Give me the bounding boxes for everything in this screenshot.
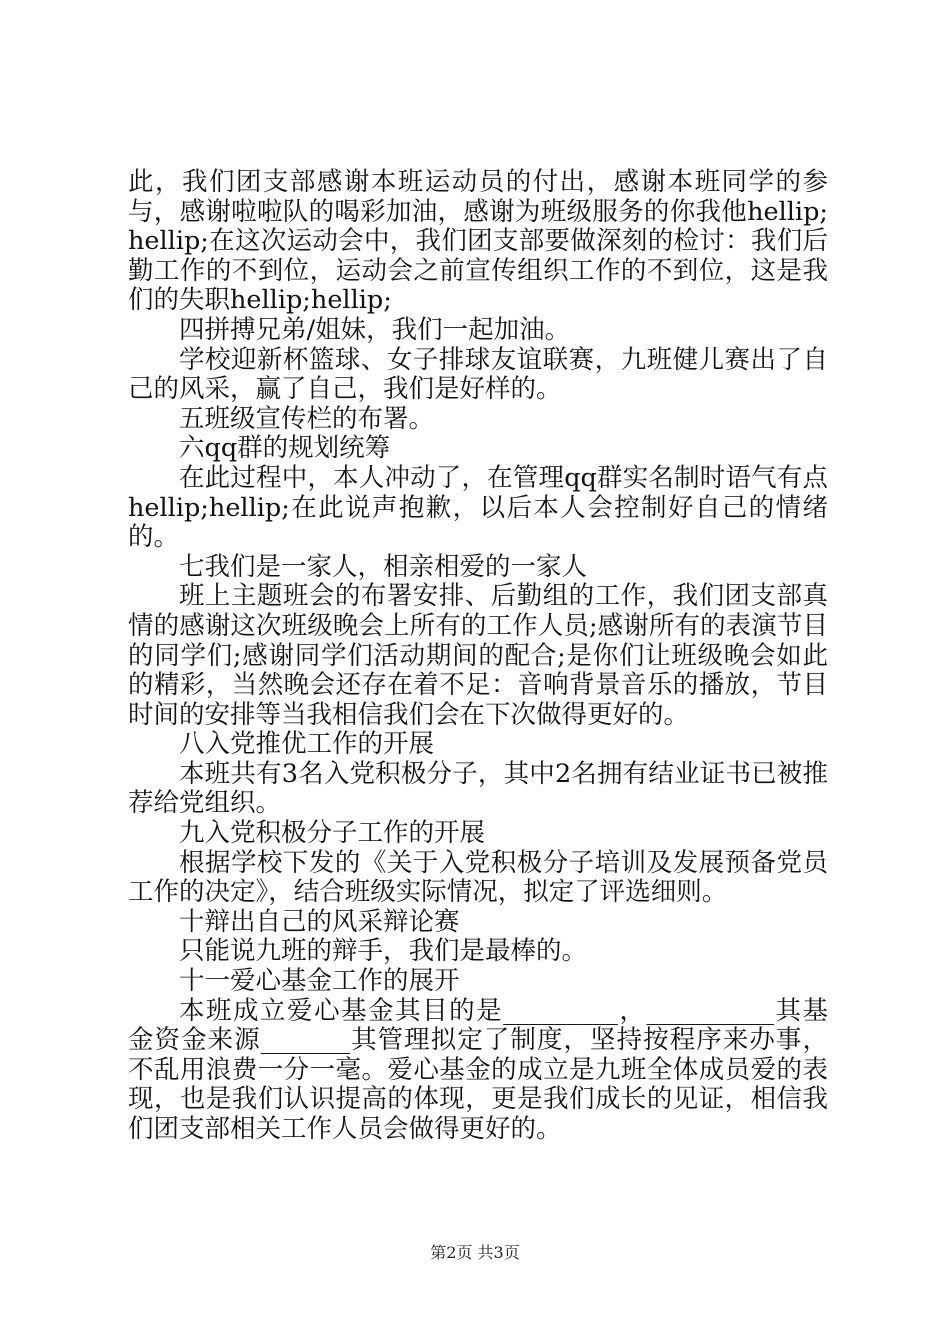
paragraph-heading-11: 十一爱心基金工作的展开 [179, 966, 460, 997]
paragraph: 根据学校下发的《关于入党积极分子培训及发展预备党员工作的决定》，结合班级实际情况，拟定了评选细则。 [128, 847, 828, 908]
paragraph-heading-4: 四拼搏兄弟/姐妹，我们一起加油。 [179, 314, 571, 345]
paragraph-heading-5: 五班级宣传栏的布署。 [179, 403, 435, 434]
paragraph-heading-8: 八入党推优工作的开展 [179, 729, 435, 760]
page-footer [0, 1243, 950, 1263]
paragraph: 本班成立爱心基金其目的是_________，__________其基金资金来源_______其管理拟定了制度，坚持按程序来办事，不乱用浪费一分一毫。爱心基金的成立是九班全体成员爱的表现，也是我们认识提高的体现，更是我们成长的见证，相信我们团支部相关工作人员会做得更好的。 [128, 995, 828, 1144]
paragraph-heading-6: 六qq群的规划统筹 [179, 433, 391, 464]
paragraph: 在此过程中，本人冲动了，在管理qq群实名制时语气有点hellip;hellip;在此说声抱歉，以后本人会控制好自己的情绪的。 [128, 462, 828, 553]
paragraph: 只能说九班的辩手，我们是最棒的。 [179, 936, 588, 967]
paragraph: 本班共有3名入党积极分子，其中2名拥有结业证书已被推荐给党组织。 [128, 758, 828, 819]
paragraph: 班上主题班会的布署安排、后勤组的工作，我们团支部真情的感谢这次班级晚会上所有的工作人员;感谢所有的表演节目的同学们;感谢同学们活动期间的配合;是你们让班级晚会如此的精彩，当然晚会还存在着不足：音响背景音乐的播放，节目时间的安排等当我相信我们会在下次做得更好的。 [128, 581, 828, 730]
page-number: 第2页 共3页 [430, 1243, 520, 1262]
document-body [128, 168, 828, 1145]
paragraph-heading-7: 七我们是一家人，相亲相爱的一家人 [179, 551, 588, 582]
paragraph-heading-9: 九入党积极分子工作的开展 [179, 818, 486, 849]
paragraph: 学校迎新杯篮球、女子排球友谊联赛，九班健儿赛出了自己的风采，赢了自己，我们是好样的。 [128, 344, 828, 405]
paragraph-heading-10: 十辩出自己的风采辩论赛 [179, 906, 460, 937]
paragraph-continuation: 此，我们团支部感谢本班运动员的付出，感谢本班同学的参与，感谢啦啦队的喝彩加油，感谢为班级服务的你我他hellip;hellip;在这次运动会中，我们团支部要做深刻的检讨：我们后勤工作的不到位，运动会之前宣传组织工作的不到位，这是我们的失职hellip;hellip; [128, 167, 828, 316]
